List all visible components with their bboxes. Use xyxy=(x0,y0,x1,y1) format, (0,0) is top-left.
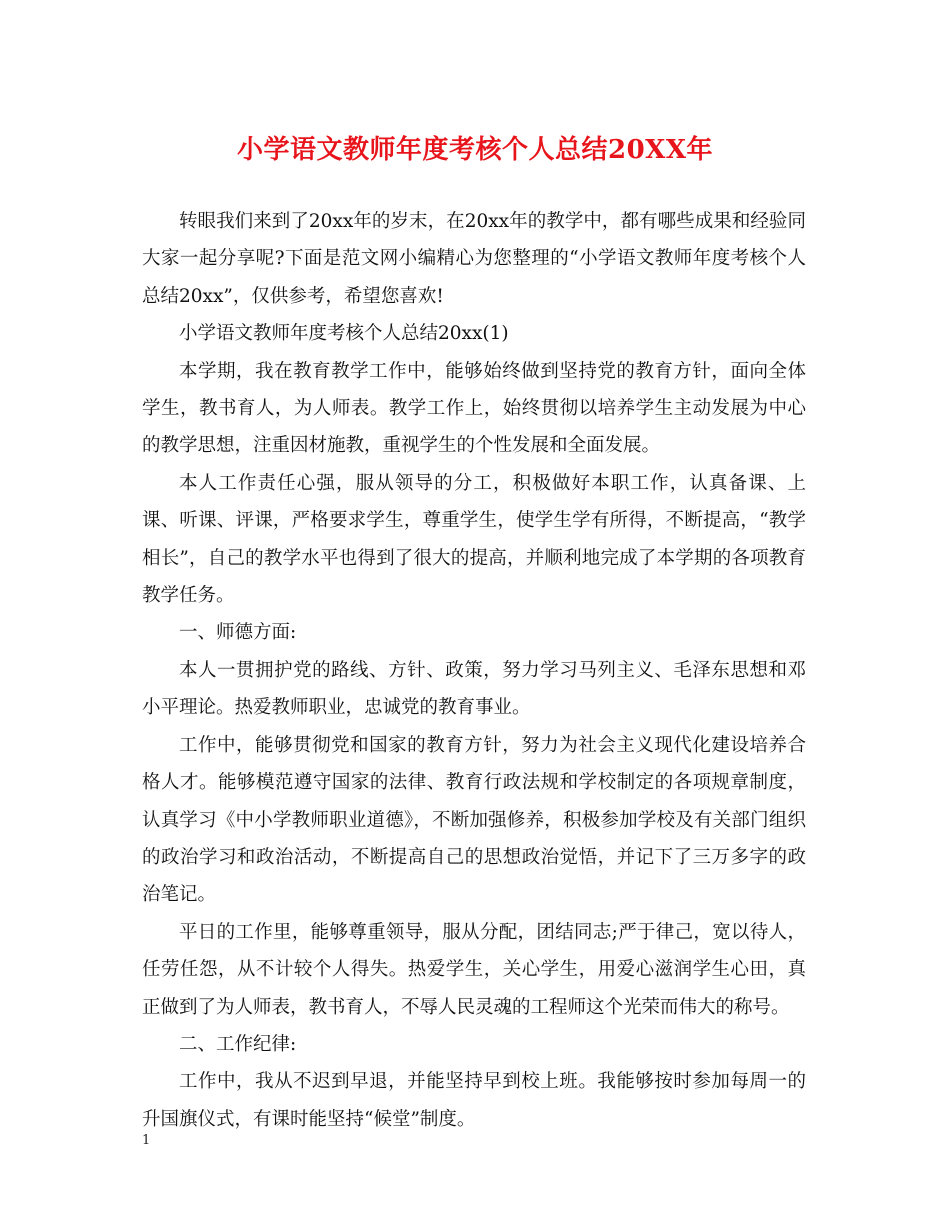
paragraph: 本人工作责任心强，服从领导的分工，积极做好本职工作，认真备课、上课、听课、评课，严格要求学生，尊重学生，使学生学有所得，不断提高，“教学相长”，自己的教学水平也得到了很大的提高，并顺利地完成了本学期的各项教育教学任务。 xyxy=(142,472,806,607)
paragraph: 本人一贯拥护党的路线、方针、政策，努力学习马列主义、毛泽东思想和邓小平理论。热爱教师职业，忠诚党的教育事业。 xyxy=(142,659,806,719)
section-heading-ethics: 一、师德方面: xyxy=(179,622,297,644)
paragraph: 工作中，我从不迟到早退，并能坚持早到校上班。我能够按时参加每周一的升国旗仪式，有课时能坚持“候堂”制度。 xyxy=(142,1071,806,1130)
paragraph-subtitle: 小学语文教师年度考核个人总结20xx(1) xyxy=(179,323,509,345)
paragraph-intro: 转眼我们来到了20xx年的岁末，在20xx年的教学中，都有哪些成果和经验同大家一起分享呢?下面是范文网小编精心为您整理的“小学语文教师年度考核个人总结20xx”，仅供参考，希望您喜欢! xyxy=(142,211,806,307)
paragraph: 平日的工作里，能够尊重领导，服从分配，团结同志;严于律己，宽以待人，任劳任怨，从不计较个人得失。热爱学生，关心学生，用爱心滋润学生心田，真正做到了为人师表，教书育人，不辱人民灵魂的工程师这个光荣而伟大的称号。 xyxy=(142,921,806,1018)
paragraph: 本学期，我在教育教学工作中，能够始终做到坚持党的教育方针，面向全体学生，教书育人，为人师表。教学工作上，始终贯彻以培养学生主动发展为中心的教学思想，注重因材施教，重视学生的个性发展和全面发展。 xyxy=(142,360,806,457)
paragraph: 工作中，能够贯彻党和国家的教育方针，努力为社会主义现代化建设培养合格人才。能够模范遵守国家的法律、教育行政法规和学校制定的各项规章制度，认真学习《中小学教师职业道德》，不断加强修养，积极参加学校及有关部门组织的政治学习和政治活动，不断提高自己的思想政治觉悟，并记下了三万多字的政治笔记。 xyxy=(142,734,806,906)
page-number: 1 xyxy=(142,1133,151,1148)
document-body xyxy=(142,203,806,1138)
document-title: 小学语文教师年度考核个人总结20XX年 xyxy=(236,135,714,165)
section-heading-discipline: 二、工作纪律: xyxy=(179,1033,297,1055)
